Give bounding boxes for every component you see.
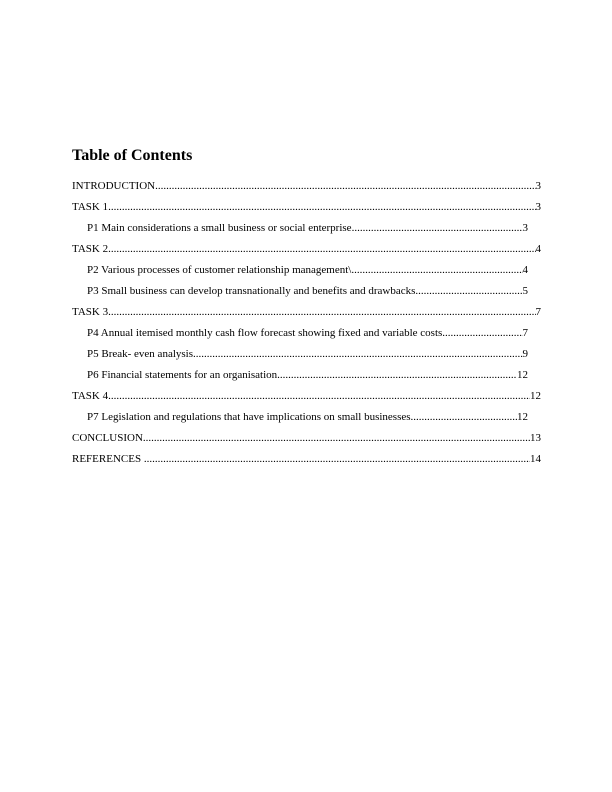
toc-leader-dots xyxy=(108,199,535,215)
toc-leader-dots xyxy=(351,262,522,278)
toc-leader-dots xyxy=(415,283,522,299)
toc-leader-dots xyxy=(411,409,517,425)
toc-entry-p3[interactable] xyxy=(87,283,528,299)
toc-leader-dots xyxy=(108,304,535,320)
toc-entry-page: 14 xyxy=(530,453,541,465)
toc-entry-page: 12 xyxy=(517,369,528,381)
toc-entry-page: 12 xyxy=(530,390,541,402)
toc-entry-text: TASK 1 xyxy=(72,201,109,213)
toc-leader-dots xyxy=(193,346,523,362)
toc-entry-page: 5 xyxy=(522,285,528,297)
toc-leader-dots xyxy=(155,178,535,194)
toc-entry-page: 9 xyxy=(522,348,528,360)
toc-entry-text: TASK 3 xyxy=(72,306,109,318)
toc-entry-p2[interactable] xyxy=(87,262,528,278)
toc-entry-text: CONCLUSION xyxy=(72,432,143,444)
toc-entry-p1[interactable] xyxy=(87,220,528,236)
toc-leader-dots xyxy=(143,430,530,446)
toc-entry-text: P6 Financial statements for an organisation xyxy=(87,369,278,381)
toc-entry-task-2[interactable] xyxy=(72,241,541,257)
toc-entry-text: TASK 4 xyxy=(72,390,109,402)
toc-entry-page: 7 xyxy=(535,306,541,318)
toc-entry-introduction[interactable] xyxy=(72,178,541,194)
toc-entry-text: P2 Various processes of customer relationship management\ xyxy=(87,264,352,276)
toc-entry-page: 7 xyxy=(522,327,528,339)
toc-entry-text: P7 Legislation and regulations that have implications on small businesses xyxy=(87,411,411,423)
toc-entry-text: TASK 2 xyxy=(72,243,109,255)
toc-entry-text: REFERENCES xyxy=(72,453,144,465)
toc-entry-text: P3 Small business can develop transnationally and benefits and drawbacks xyxy=(87,285,416,297)
toc-entry-task-1[interactable] xyxy=(72,199,541,215)
toc-entry-text: P1 Main considerations a small business or social enterprise xyxy=(87,222,352,234)
toc-entry-p4[interactable] xyxy=(87,325,528,341)
toc-entry-page: 3 xyxy=(535,201,541,213)
toc-entry-task-3[interactable] xyxy=(72,304,541,320)
toc-entry-page: 3 xyxy=(535,180,541,192)
toc-entry-text: P5 Break- even analysis xyxy=(87,348,193,360)
toc-entry-conclusion[interactable] xyxy=(72,430,541,446)
toc-leader-dots xyxy=(108,388,530,404)
toc-entry-p6[interactable] xyxy=(87,367,528,383)
toc-leader-dots xyxy=(277,367,517,383)
toc-entry-p5[interactable] xyxy=(87,346,528,362)
toc-entry-page: 12 xyxy=(517,411,528,423)
toc-entry-references[interactable] xyxy=(72,451,541,467)
toc-entry-page: 13 xyxy=(530,432,541,444)
toc-entry-text: INTRODUCTION xyxy=(72,180,156,192)
toc-entry-text: P4 Annual itemised monthly cash flow forecast showing fixed and variable costs xyxy=(87,327,443,339)
toc-entry-p7[interactable] xyxy=(87,409,528,425)
toc-entry-page: 3 xyxy=(522,222,528,234)
toc-leader-dots xyxy=(108,241,535,257)
toc-entry-page: 4 xyxy=(535,243,541,255)
toc-leader-dots xyxy=(352,220,523,236)
toc-entry-task-4[interactable] xyxy=(72,388,541,404)
toc-leader-dots xyxy=(442,325,522,341)
toc-leader-dots xyxy=(144,451,530,467)
toc-entry-page: 4 xyxy=(522,264,528,276)
toc-title: Table of Contents xyxy=(72,147,193,164)
